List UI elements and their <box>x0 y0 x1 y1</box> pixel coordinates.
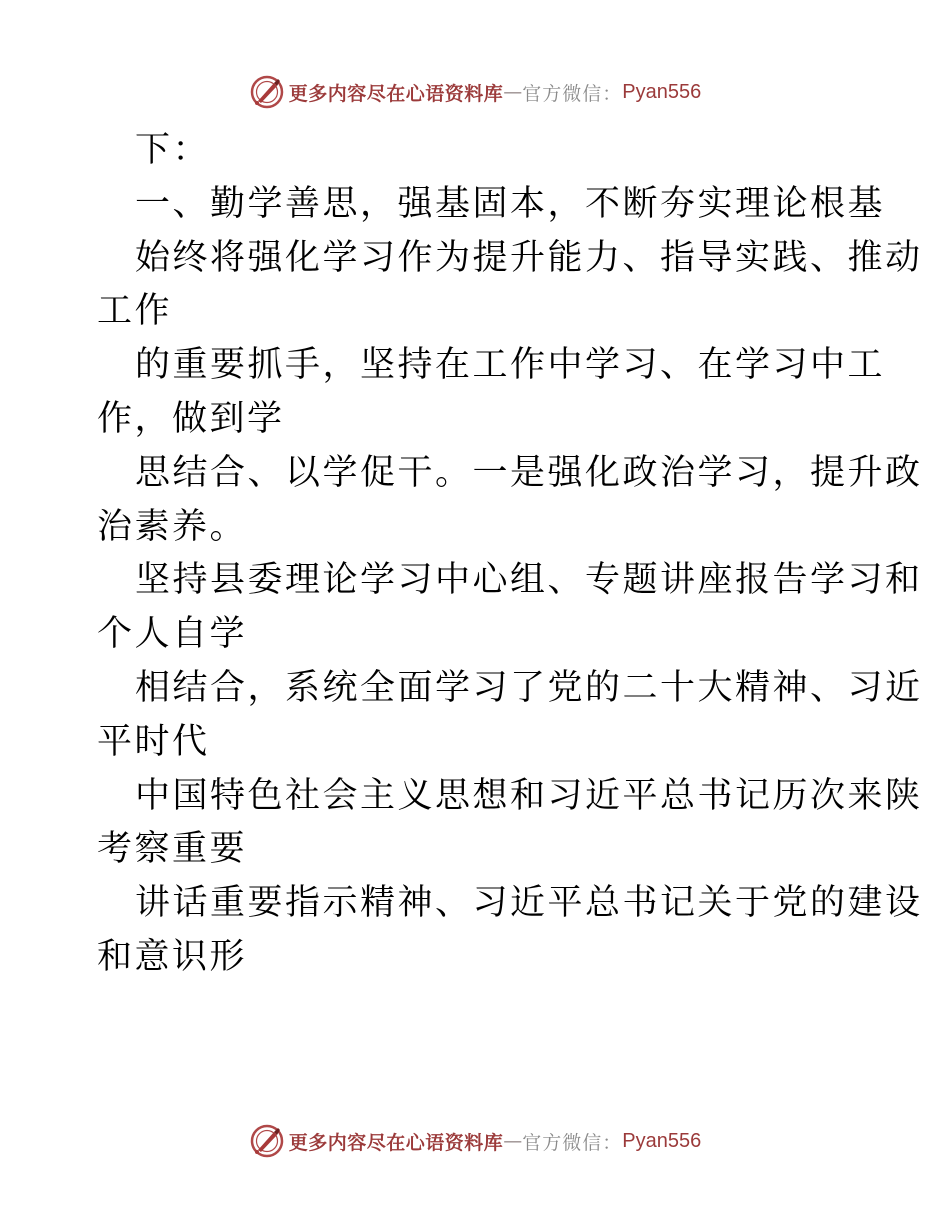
body-line: 始终将强化学习作为提升能力、指导实践、推动 <box>135 237 923 278</box>
body-line: 个人自学 <box>97 614 248 655</box>
header-brand-text: 更多内容尽在心语资料库 <box>288 82 504 105</box>
body-line: 下： <box>135 130 211 170</box>
body-line: 治素养。 <box>97 506 248 547</box>
body-line: 作，做到学 <box>97 398 285 439</box>
footer-brand-text: 更多内容尽在心语资料库 <box>288 1131 504 1154</box>
header-wechat-id: Pyan556 <box>622 80 702 103</box>
footer-official-label: 官方微信： <box>522 1131 623 1154</box>
footer-dash: — <box>503 1130 523 1152</box>
body-line: 和意识形 <box>97 936 248 977</box>
body-line: 考察重要 <box>97 829 248 870</box>
body-line: 讲话重要指示精神、习近平总书记关于党的建设 <box>135 883 923 924</box>
body-text <box>97 124 923 985</box>
footer-banner <box>0 1121 950 1161</box>
header-banner <box>0 72 950 112</box>
body-line: 工作 <box>97 291 173 332</box>
header-dash: — <box>503 81 523 103</box>
body-line: 坚持县委理论学习中心组、专题讲座报告学习和 <box>135 560 923 601</box>
footer-wechat-id: Pyan556 <box>622 1129 702 1152</box>
body-line: 的重要抓手，坚持在工作中学习、在学习中工 <box>135 345 886 386</box>
header-official-label: 官方微信： <box>522 82 623 105</box>
pen-quill-logo-icon <box>249 74 285 110</box>
body-line: 思结合、以学促干。一是强化政治学习，提升政 <box>135 452 923 493</box>
pen-quill-logo-icon <box>249 1123 285 1159</box>
body-line: 相结合，系统全面学习了党的二十大精神、习近 <box>135 667 923 708</box>
body-line: 中国特色社会主义思想和习近平总书记历次来陕 <box>135 775 923 816</box>
body-line: 平时代 <box>97 721 210 762</box>
body-line: 一、勤学善思，强基固本，不断夯实理论根基 <box>135 183 886 224</box>
